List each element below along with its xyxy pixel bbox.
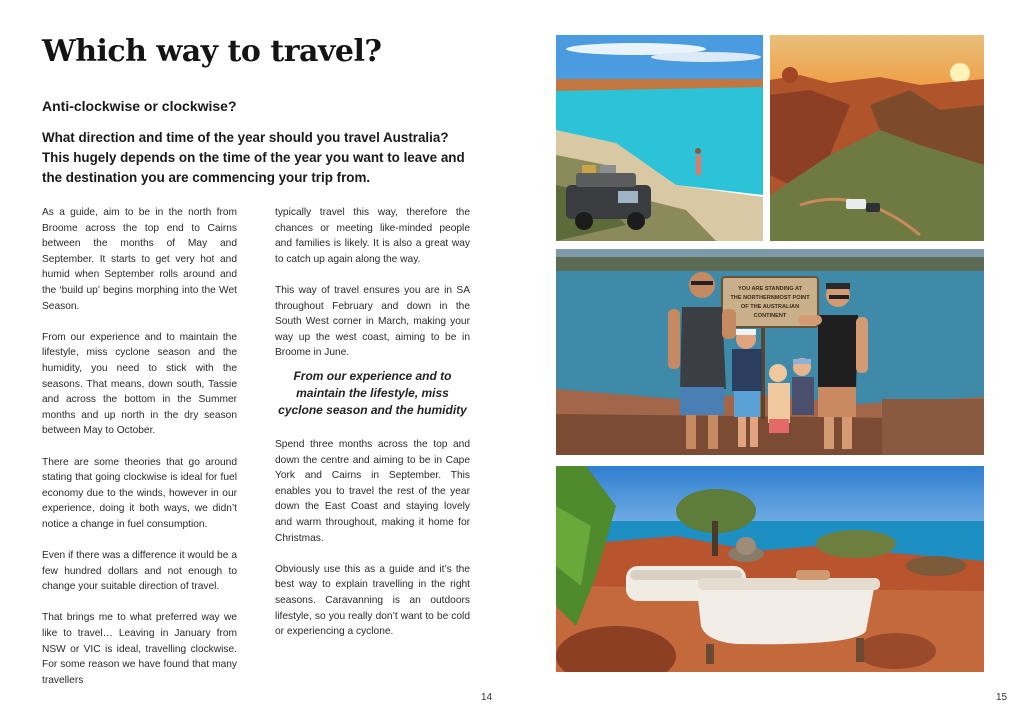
paragraph: That brings me to what preferred way we like to travel… Leaving in January from NSW or VIC is ideal, travelling clockwise. For some reason we have found that many travellers xyxy=(42,612,237,686)
photo-family-northernmost-point xyxy=(556,249,984,455)
paragraph: From our experience and to maintain the lifestyle, miss cyclone season and the humidity, you need to stick with the seasons. That means, down south, Tassie and across the bottom in the Summer months and up north in the dry season between May to October. xyxy=(42,331,237,437)
pull-quote: From our experience and to maintain the lifestyle, miss cyclone season and the humidity xyxy=(278,369,467,417)
sign-line: CONTINENT xyxy=(753,313,787,319)
paragraph: There are some theories that go around stating that going clockwise is ideal for fuel economy due to the winds, however in our experience, doing it both ways, we didn’t notice a change in fuel consumption. xyxy=(42,456,237,530)
section-subtitle: Anti-clockwise or clockwise? xyxy=(42,98,237,114)
sign-line: YOU ARE STANDING AT xyxy=(737,286,803,292)
sign-line: THE NORTHERNMOST POINT xyxy=(730,295,810,301)
paragraph: Spend three months across the top and down the centre and aiming to be in Cape York and Cairns in September. This enables you to travel the rest of the year down the East Coast and staying lovely and warm throughout, making it home for Christmas. xyxy=(275,439,470,544)
paragraph: This way of travel ensures you are in SA throughout February and down in the South West corner in March, making your way up the west coast, aiming to be in Broome in June. xyxy=(275,284,470,359)
page-title: Which way to travel? xyxy=(42,34,382,69)
paragraph: Obviously use this as a guide and it’s the best way to explain travelling in the right seasons. Caravanning is an outdoors lifestyle, so you really don’t want to be cold or experiencing a cyclone. xyxy=(275,563,470,638)
lead-paragraph: What direction and time of the year should you travel Australia? This hugely depends on the time of the year you want to leave and the destination you are commencing your trip from. xyxy=(42,130,465,185)
body-column-2 xyxy=(275,205,470,377)
photo-coastline-4wd xyxy=(556,35,763,241)
paragraph: Even if there was a difference it would be a few hundred dollars and not enough to change your suitable direction of travel. xyxy=(42,550,237,593)
body-column-1 xyxy=(42,205,237,704)
sign-line: OF THE AUSTRALIAN xyxy=(740,304,800,310)
photo-gorge-sunset xyxy=(770,35,984,241)
paragraph: typically travel this way, therefore the chances or meeting like-minded people and families is likely. It is also a great way to catch up again along the way. xyxy=(275,207,470,265)
body-column-2-continued xyxy=(275,437,470,655)
page-number-right: 15 xyxy=(996,692,1008,703)
page-number-left: 14 xyxy=(481,692,493,703)
photo-outdoor-bathtubs xyxy=(556,466,984,672)
paragraph: As a guide, aim to be in the north from Broome across the top end to Cairns between the months of May and September. It starts to get very hot and humid when September rolls around and the ‘build up’ begins morphing into the Wet Season. xyxy=(42,207,237,312)
